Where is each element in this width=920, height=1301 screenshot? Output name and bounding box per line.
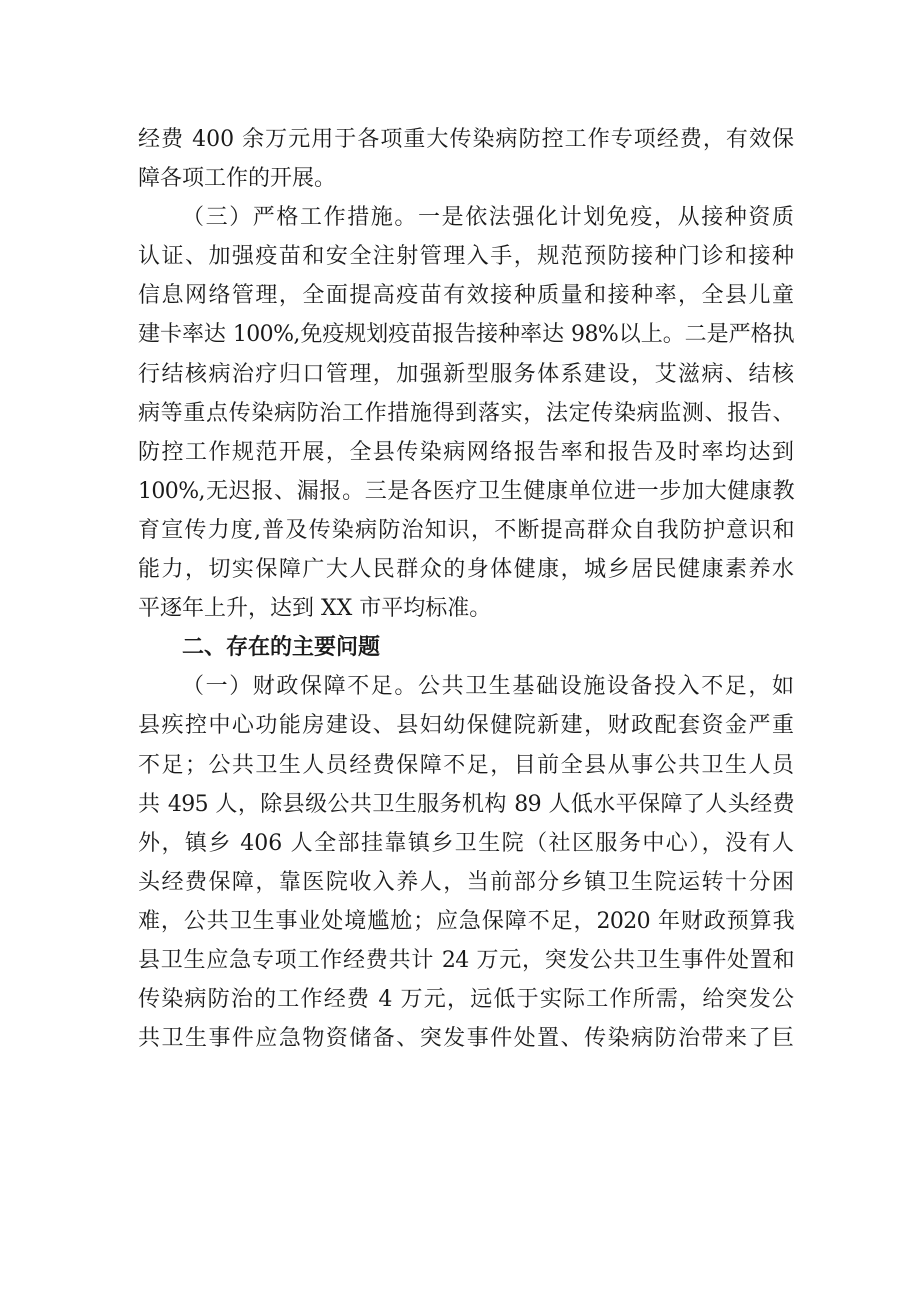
text-line: 行结核病治疗归口管理，加强新型服务体系建设，艾滋病、结核 (138, 361, 794, 387)
text-line: 县疾控中心功能房建设、县妇幼保健院新建，财政配套资金严重 (138, 713, 794, 739)
text-line: 认证、加强疫苗和安全注射管理入手，规范预防接种门诊和接种 (138, 244, 794, 270)
text-line: 障各项工作的开展。 (138, 166, 337, 192)
text-line: （一）财政保障不足。公共卫生基础设施设备投入不足，如 (182, 674, 794, 700)
text-line: 难，公共卫生事业处境尴尬；应急保障不足，2020 年财政预算我 (138, 908, 794, 934)
text-line: 能力，切实保障广大人民群众的身体健康，城乡居民健康素养水 (138, 557, 794, 583)
document-page (138, 120, 794, 1058)
section-heading: 二、存在的主要问题 (182, 635, 381, 661)
text-line: 防控工作规范开展，全县传染病网络报告率和报告及时率均达到 (138, 439, 794, 465)
text-line: 传染病防治的工作经费 4 万元，远低于实际工作所需，给突发公 (138, 987, 794, 1013)
text-line: 县卫生应急专项工作经费共计 24 万元，突发公共卫生事件处置和 (138, 947, 794, 973)
text-line: 外，镇乡 406 人全部挂靠镇乡卫生院（社区服务中心），没有人 (138, 830, 794, 856)
text-line: 经费 400 余万元用于各项重大传染病防控工作专项经费，有效保 (138, 127, 794, 152)
text-line: （三）严格工作措施。一是依法强化计划免疫，从接种资质 (182, 205, 794, 231)
paragraph-continuation (138, 120, 794, 198)
text-line: 平逐年上升，达到 XX 市平均标准。 (138, 596, 492, 622)
text-line: 育宣传力度,普及传染病防治知识，不断提高群众自我防护意识和 (138, 517, 794, 543)
text-line: 共卫生事件应急物资储备、突发事件处置、传染病防治带来了巨 (138, 1026, 794, 1052)
text-line: 共 495 人，除县级公共卫生服务机构 89 人低水平保障了人头经费 (138, 791, 794, 817)
text-line: 建卡率达 100%,免疫规划疫苗报告接种率达 98%以上。二是严格执 (138, 322, 794, 348)
text-line: 病等重点传染病防治工作措施得到落实，法定传染病监测、报告、 (138, 400, 794, 426)
text-line: 100%,无迟报、漏报。三是各医疗卫生健康单位进一步加大健康教 (138, 478, 794, 504)
paragraph-financial-shortfall (138, 667, 794, 1058)
text-line: 信息网络管理，全面提高疫苗有效接种质量和接种率，全县儿童 (138, 283, 794, 309)
text-line: 头经费保障，靠医院收入养人，当前部分乡镇卫生院运转十分困 (138, 869, 794, 895)
text-line: 不足；公共卫生人员经费保障不足，目前全县从事公共卫生人员 (138, 752, 794, 778)
paragraph-strict-measures (138, 198, 794, 628)
